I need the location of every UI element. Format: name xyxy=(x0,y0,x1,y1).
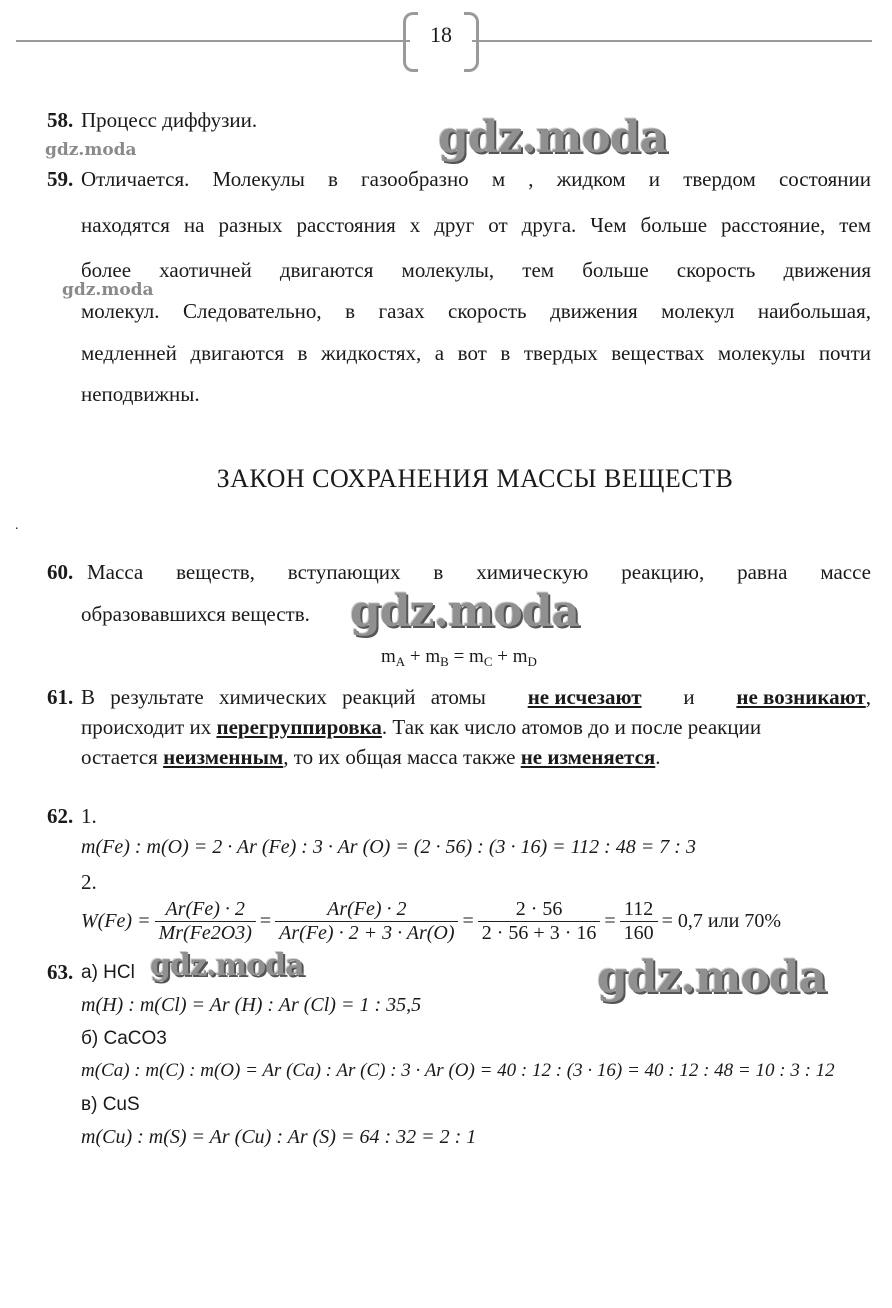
emphasis: не исчезают xyxy=(527,685,642,709)
item-line: неподвижны. xyxy=(81,382,200,406)
item-line: образовавшихся веществ. xyxy=(81,602,310,626)
watermark: gdz.moda xyxy=(597,952,827,1003)
fraction-denominator: 160 xyxy=(623,922,654,944)
step-label: 2. xyxy=(81,870,97,894)
fraction xyxy=(275,898,458,945)
emphasis-group xyxy=(736,685,871,710)
text-span: происходит их xyxy=(81,715,212,739)
text-span: остается xyxy=(81,745,158,769)
ratio-formula: m(Ca) : m(C) : m(O) = Ar (Ca) : Ar (C) : 3 · Ar (O) = 40 : 12 : (3 · 16) = 40 : 12 : 48 = 10 : 3 : 12 xyxy=(81,1060,835,1081)
item-number: 61. xyxy=(47,685,74,709)
result-value: = 0,7 или 70% xyxy=(661,910,781,932)
fraction-denominator: 2 · 56 + 3 · 16 xyxy=(481,922,597,944)
watermark: gdz.moda xyxy=(62,280,154,300)
stray-dot: . xyxy=(15,518,19,533)
page-number-box xyxy=(403,12,479,68)
item-line: находятся на разных расстояния х друг от друга. Чем больше расстояние, тем xyxy=(81,213,871,237)
fraction-denominator: Mr(Fe2O3) xyxy=(158,922,252,944)
mass-fraction-formula xyxy=(81,898,781,945)
ratio-formula: m(Fe) : m(O) = 2 · Ar (Fe) : 3 · Ar (O) = (2 · 56) : (3 · 16) = 112 : 48 = 7 : 3 xyxy=(81,836,696,858)
fraction-numerator: Ar(Fe) · 2 xyxy=(155,898,256,922)
formula-label: W(Fe) = xyxy=(81,910,151,932)
item-number: 63. xyxy=(47,960,74,984)
item-line: медленней двигаются в жидкостях, а вот в твердых веществах молекулы почти xyxy=(81,341,871,365)
step-label: 1. xyxy=(81,804,97,828)
fraction-numerator: 2 · 56 xyxy=(478,898,601,922)
item-number: 62. xyxy=(47,804,74,828)
fraction xyxy=(155,898,256,945)
item-line xyxy=(81,715,871,740)
ratio-formula: m(H) : m(Cl) = Ar (H) : Ar (Cl) = 1 : 35,5 xyxy=(81,994,422,1016)
text-span: , xyxy=(865,685,871,709)
header-rule-left xyxy=(16,40,410,42)
item-text: Процесс диффузии. xyxy=(81,108,258,132)
emphasis: не возникают xyxy=(736,685,866,709)
watermark: gdz.moda xyxy=(150,948,304,983)
item-line: Отличается. Молекулы в газообразно м , жидком и твердом состоянии xyxy=(81,167,871,191)
text-span: . Так как число атомов до и после реакции xyxy=(381,715,762,739)
emphasis: неизменным xyxy=(163,745,284,769)
item-line xyxy=(81,745,661,770)
watermark: gdz.moda xyxy=(350,586,580,637)
watermark: gdz.moda xyxy=(45,140,137,160)
equals-sign: = xyxy=(462,910,474,932)
page-number: 18 xyxy=(430,22,452,47)
fraction-denominator: Ar(Fe) · 2 + 3 · Ar(O) xyxy=(279,922,455,944)
equals-sign: = xyxy=(604,910,616,932)
fraction xyxy=(478,898,601,945)
section-title: ЗАКОН СОХРАНЕНИЯ МАССЫ ВЕЩЕСТВ xyxy=(216,464,734,493)
equals-sign: = xyxy=(259,910,272,932)
sub-item-label: а) HCl xyxy=(81,962,135,983)
item-line: Масса веществ, вступающих в химическую реакцию, равна массе xyxy=(87,560,871,584)
emphasis: перегруппировка xyxy=(216,715,382,739)
item-line: более хаотичней двигаются молекулы, тем больше скорость движения xyxy=(81,258,871,282)
fraction-numerator: Ar(Fe) · 2 xyxy=(275,898,458,922)
item-line xyxy=(81,685,871,710)
item-line: молекул. Следовательно, в газах скорость движения молекул наибольшая, xyxy=(81,299,871,323)
text-span: и xyxy=(683,685,695,709)
sub-item-label: в) CuS xyxy=(81,1094,140,1115)
item-number: 59. xyxy=(47,167,74,191)
text-span: . xyxy=(655,745,661,769)
header-rule-right xyxy=(472,40,872,42)
item-number: 60. xyxy=(47,560,74,584)
text-span: , то их общая масса также xyxy=(283,745,516,769)
fraction xyxy=(620,898,658,945)
emphasis: не изменяется xyxy=(520,745,656,769)
item-number: 58. xyxy=(47,108,74,132)
text-span: В результате химических реакций атомы xyxy=(81,685,486,709)
fraction-numerator: 112 xyxy=(620,898,658,922)
sub-item-label: б) CaCO3 xyxy=(81,1028,167,1049)
watermark: gdz.moda xyxy=(438,112,668,163)
ratio-formula: m(Cu) : m(S) = Ar (Cu) : Ar (S) = 64 : 32 = 2 : 1 xyxy=(81,1126,477,1148)
mass-formula: $m_A + m_B = m_C + m_D$ xyxy=(381,646,537,669)
